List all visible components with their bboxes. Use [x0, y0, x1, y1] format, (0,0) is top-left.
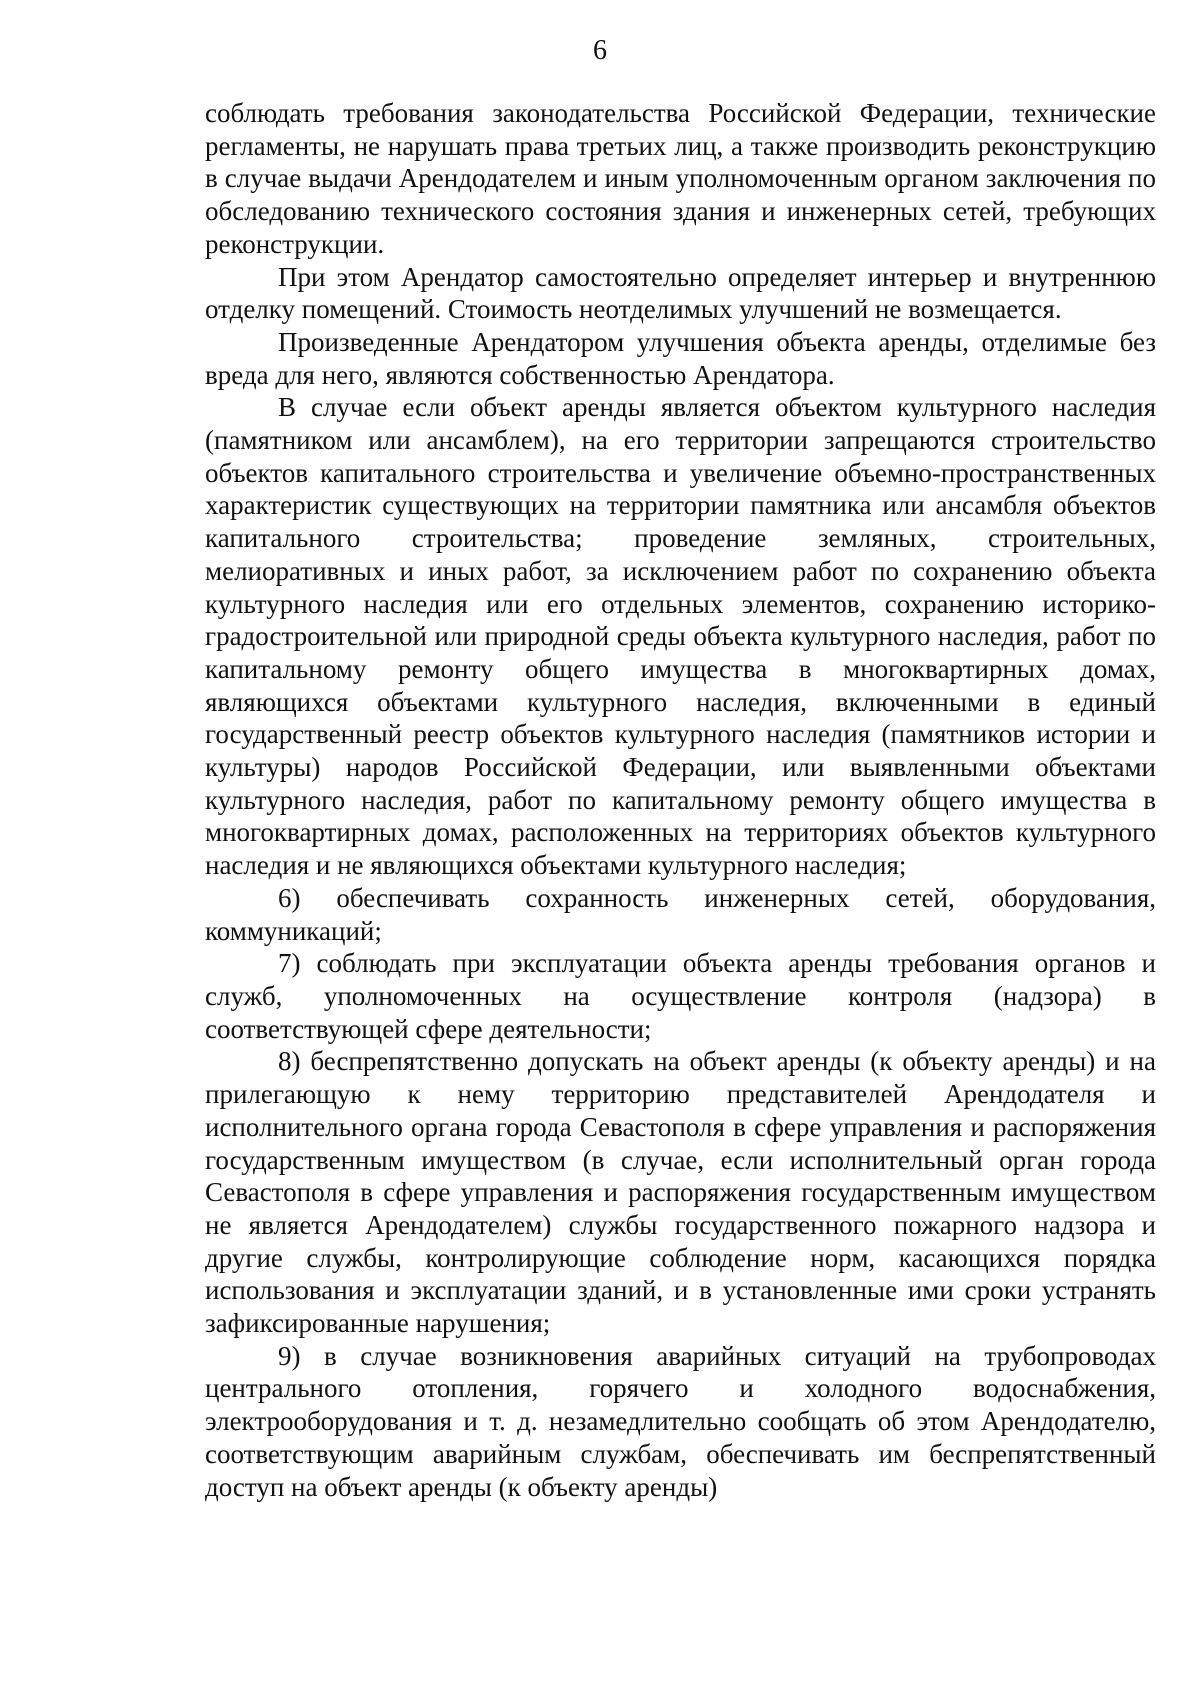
paragraph-item-7: 7) соблюдать при эксплуатации объекта аренды требования органов и служб, уполномоченных на осуществление контроля (надзора) в соответствующей сфере деятельности;	[205, 948, 1156, 1044]
paragraph-item-9: 9) в случае возникновения аварийных ситуаций на трубопроводах центрального отопления, горячего и холодного водоснабжения, электрооборудования и т. д. незамедлительно сообщать об этом Арендодателю, соответствующим аварийным службам, обеспечивать им беспрепятственный доступ на объект аренды (к объекту аренды)	[205, 1340, 1156, 1502]
paragraph-cultural-heritage: В случае если объект аренды является объектом культурного наследия (памятником или ансамблем), на его территории запрещаются строительство объектов капитального строительства и увеличение объемно-пространственных характеристик существующих на территории памятника или ансамбля объектов капитального строительства; проведение земляных, строительных, мелиоративных и иных работ, за исключением работ по сохранению объекта культурного наследия или его отдельных элементов, сохранению историко-градостроительной или природной среды объекта культурного наследия, работ по капитальному ремонту общего имущества в многоквартирных домах, являющихся объектами культурного наследия, включенными в единый государственный реестр объектов культурного наследия (памятников истории и культуры) народов Российской Федерации, или выявленными объектами культурного наследия, работ по капитальному ремонту общего имущества в многоквартирных домах, расположенных на территориях объектов культурного наследия и не являющихся объектами культурного наследия;	[205, 392, 1156, 881]
paragraph-interior-finish: При этом Арендатор самостоятельно определяет интерьер и внутреннюю отделку помещений. Стоимость неотделимых улучшений не возмещается.	[205, 261, 1156, 325]
paragraph-item-6: 6) обеспечивать сохранность инженерных сетей, оборудования, коммуникаций;	[205, 882, 1156, 946]
paragraph-continuation: соблюдать требования законодательства Российской Федерации, технические регламенты, не нарушать права третьих лиц, а также производить реконструкцию в случае выдачи Арендодателем и иным уполномоченным органом заключения по обследованию технического состояния здания и инженерных сетей, требующих реконструкции.	[205, 98, 1156, 259]
paragraph-separable-improvements: Произведенные Арендатором улучшения объекта аренды, отделимые без вреда для него, являются собственностью Арендатора.	[205, 326, 1156, 390]
document-body	[205, 97, 1156, 1503]
page-number: 6	[593, 35, 607, 66]
paragraph-item-8: 8) беспрепятственно допускать на объект аренды (к объекту аренды) и на прилегающую к нему территорию представителей Арендодателя и исполнительного органа города Севастополя в сфере управления и распоряжения государственным имуществом (в случае, если исполнительный орган города Севастополя в сфере управления и распоряжения государственным имуществом не является Арендодателем) службы государственного пожарного надзора и другие службы, контролирующие соблюдение норм, касающихся порядка использования и эксплуатации зданий, и в установленные ими сроки устранять зафиксированные нарушения;	[205, 1046, 1156, 1339]
